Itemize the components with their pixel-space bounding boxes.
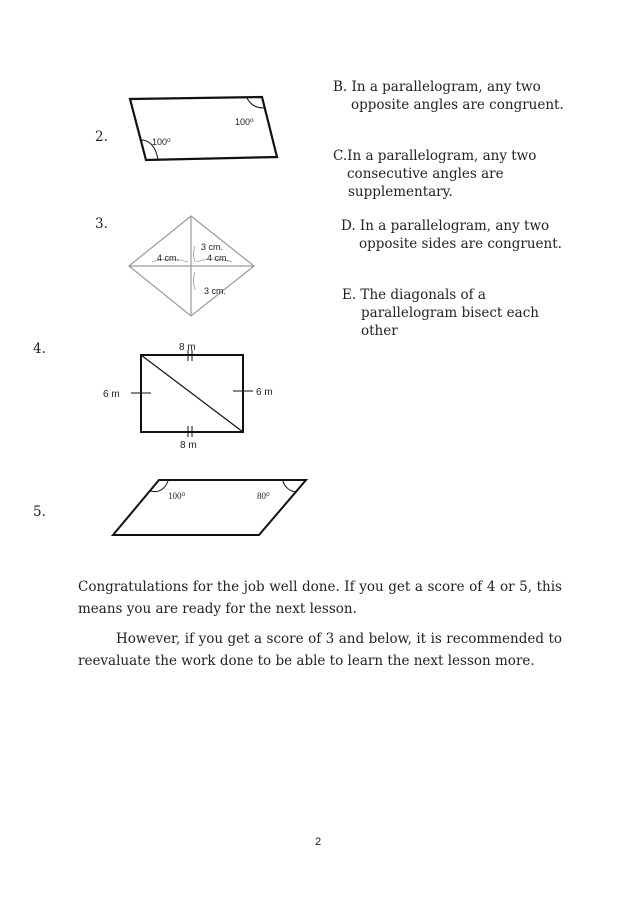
page-number: 2	[315, 836, 322, 848]
fig5-angle-right-label: 80⁰	[257, 491, 270, 501]
choice-e-line1: E. The diagonals of a	[342, 287, 486, 303]
fig4-right-label: 6 m	[256, 387, 273, 398]
choice-c-line1: C.In a parallelogram, any two	[333, 148, 537, 164]
choice-d-line1: D. In a parallelogram, any two	[341, 218, 550, 234]
item-number-5: 5.	[33, 504, 46, 520]
choice-e-line2: parallelogram bisect each	[361, 305, 539, 321]
angle-arc-top	[247, 98, 264, 108]
fig3-right-label: 4 cm.	[207, 253, 230, 263]
figure-5-parallelogram	[113, 480, 306, 535]
fig2-angle-top-label: 100⁰	[235, 117, 254, 127]
choice-c-line3: supplementary.	[348, 184, 453, 200]
choice-d-line2: opposite sides are congruent.	[359, 236, 562, 252]
angle-arc-right	[283, 481, 297, 492]
item-number-4: 4.	[33, 341, 46, 357]
fig2-angle-bottom-label: 100⁰	[152, 137, 171, 147]
closing-paragraph-1: Congratulations for the job well done. If you get a score of 4 or 5, this means you are ready for the next lesson.	[78, 579, 562, 617]
choice-b-line1: B. In a parallelogram, any two	[333, 79, 541, 95]
item-number-2: 2.	[95, 129, 108, 145]
fig5-angle-left-label: 100⁰	[168, 491, 186, 501]
figure-2-parallelogram	[130, 97, 277, 160]
fig4-top-label: 8 m	[179, 342, 196, 353]
choice-c-line2: consecutive angles are	[347, 166, 504, 182]
fig3-left-label: 4 cm.	[157, 253, 180, 263]
fig4-bottom-label: 8 m	[180, 440, 197, 451]
closing-paragraph-2: However, if you get a score of 3 and below, it is recommended to reevaluate the work done to be able to learn the next lesson more.	[78, 631, 562, 669]
figure-3-rhombus	[129, 216, 254, 316]
choice-e-line3: other	[361, 323, 398, 339]
item-number-3: 3.	[95, 216, 108, 232]
fig3-bottom-label: 3 cm.	[204, 286, 227, 296]
choice-b-line2: opposite angles are congruent.	[351, 97, 564, 113]
figure-4-rectangle	[103, 342, 273, 451]
fig3-top-label: 3 cm.	[201, 242, 224, 252]
fig4-left-label: 6 m	[103, 389, 120, 400]
